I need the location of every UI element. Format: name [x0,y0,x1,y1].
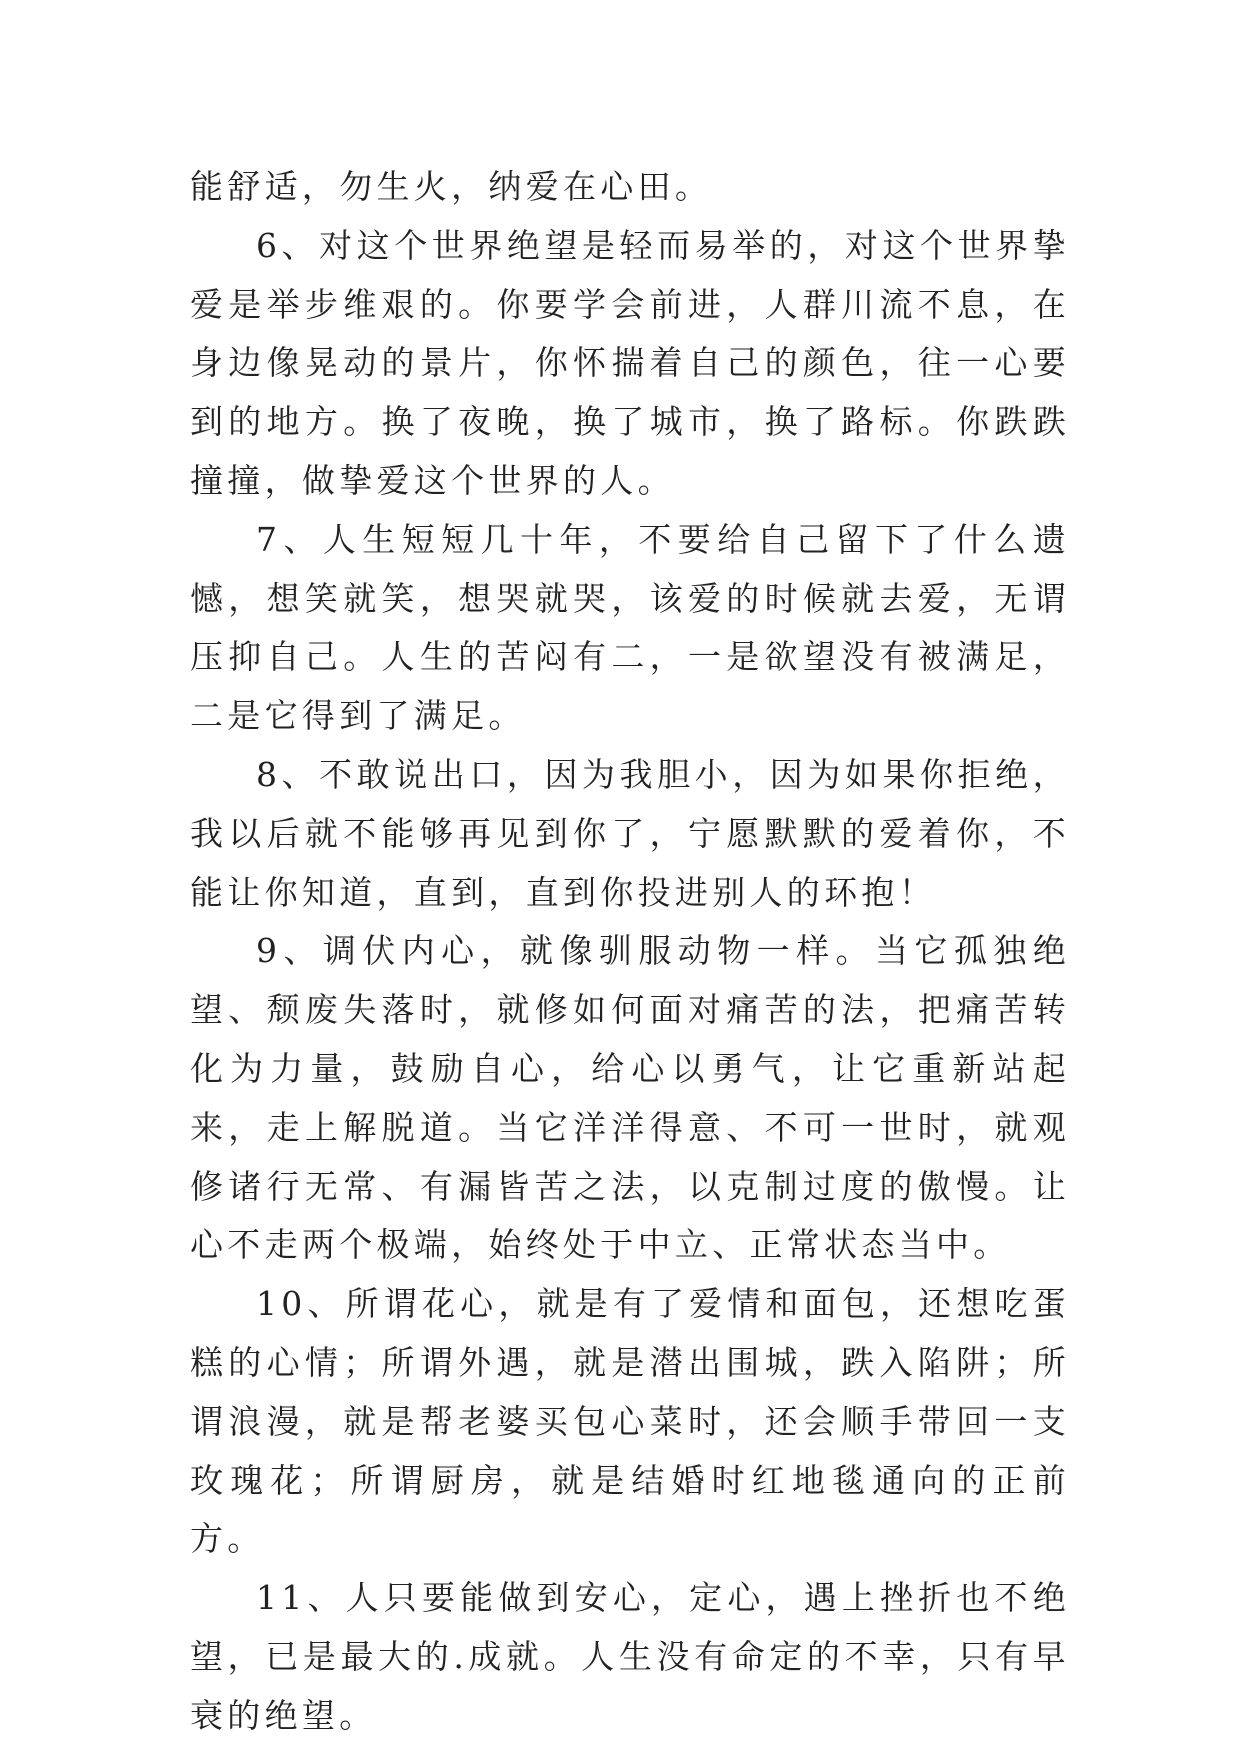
paragraph-6: 6、对这个世界绝望是轻而易举的，对这个世界挚爱是举步维艰的。你要学会前进，人群川流不息，在身边像晃动的景片，你怀揣着自己的颜色，往一心要到的地方。换了夜晚，换了城市，换了路标。你跌跌撞撞，做挚爱这个世界的人。 [190,225,1070,500]
paragraph-9: 9、调伏内心，就像驯服动物一样。当它孤独绝望、颓废失落时，就修如何面对痛苦的法，把痛苦转化为力量，鼓励自心，给心以勇气，让它重新站起来，走上解脱道。当它洋洋得意、不可一世时，就观修诸行无常、有漏皆苦之法，以克制过度的傲慢。让心不走两个极端，始终处于中立、正常状态当中。 [190,931,1070,1265]
paragraph-continued: 能舒适，勿生火，纳爱在心田。 [190,167,713,206]
paragraph-11: 11、人只要能做到安心，定心，遇上挫折也不绝望，已是最大的.成就。人生没有命定的不幸，只有早衰的绝望。 [190,1578,1070,1735]
paragraph-7: 7、人生短短几十年，不要给自己留下了什么遗憾，想笑就笑，想哭就哭，该爱的时候就去爱，无谓压抑自己。人生的苦闷有二，一是欲望没有被满足，二是它得到了满足。 [190,519,1070,736]
body-text [190,158,1070,1746]
paragraph-8: 8、不敢说出口，因为我胆小，因为如果你拒绝，我以后就不能够再见到你了，宁愿默默的爱着你，不能让你知道，直到，直到你投进别人的环抱！ [190,754,1070,912]
paragraph-10: 10、所谓花心，就是有了爱情和面包，还想吃蛋糕的心情；所谓外遇，就是潜出围城，跌入陷阱；所谓浪漫，就是帮老婆买包心菜时，还会顺手带回一支玫瑰花；所谓厨房，就是结婚时红地毯通向的正前方。 [190,1284,1070,1559]
